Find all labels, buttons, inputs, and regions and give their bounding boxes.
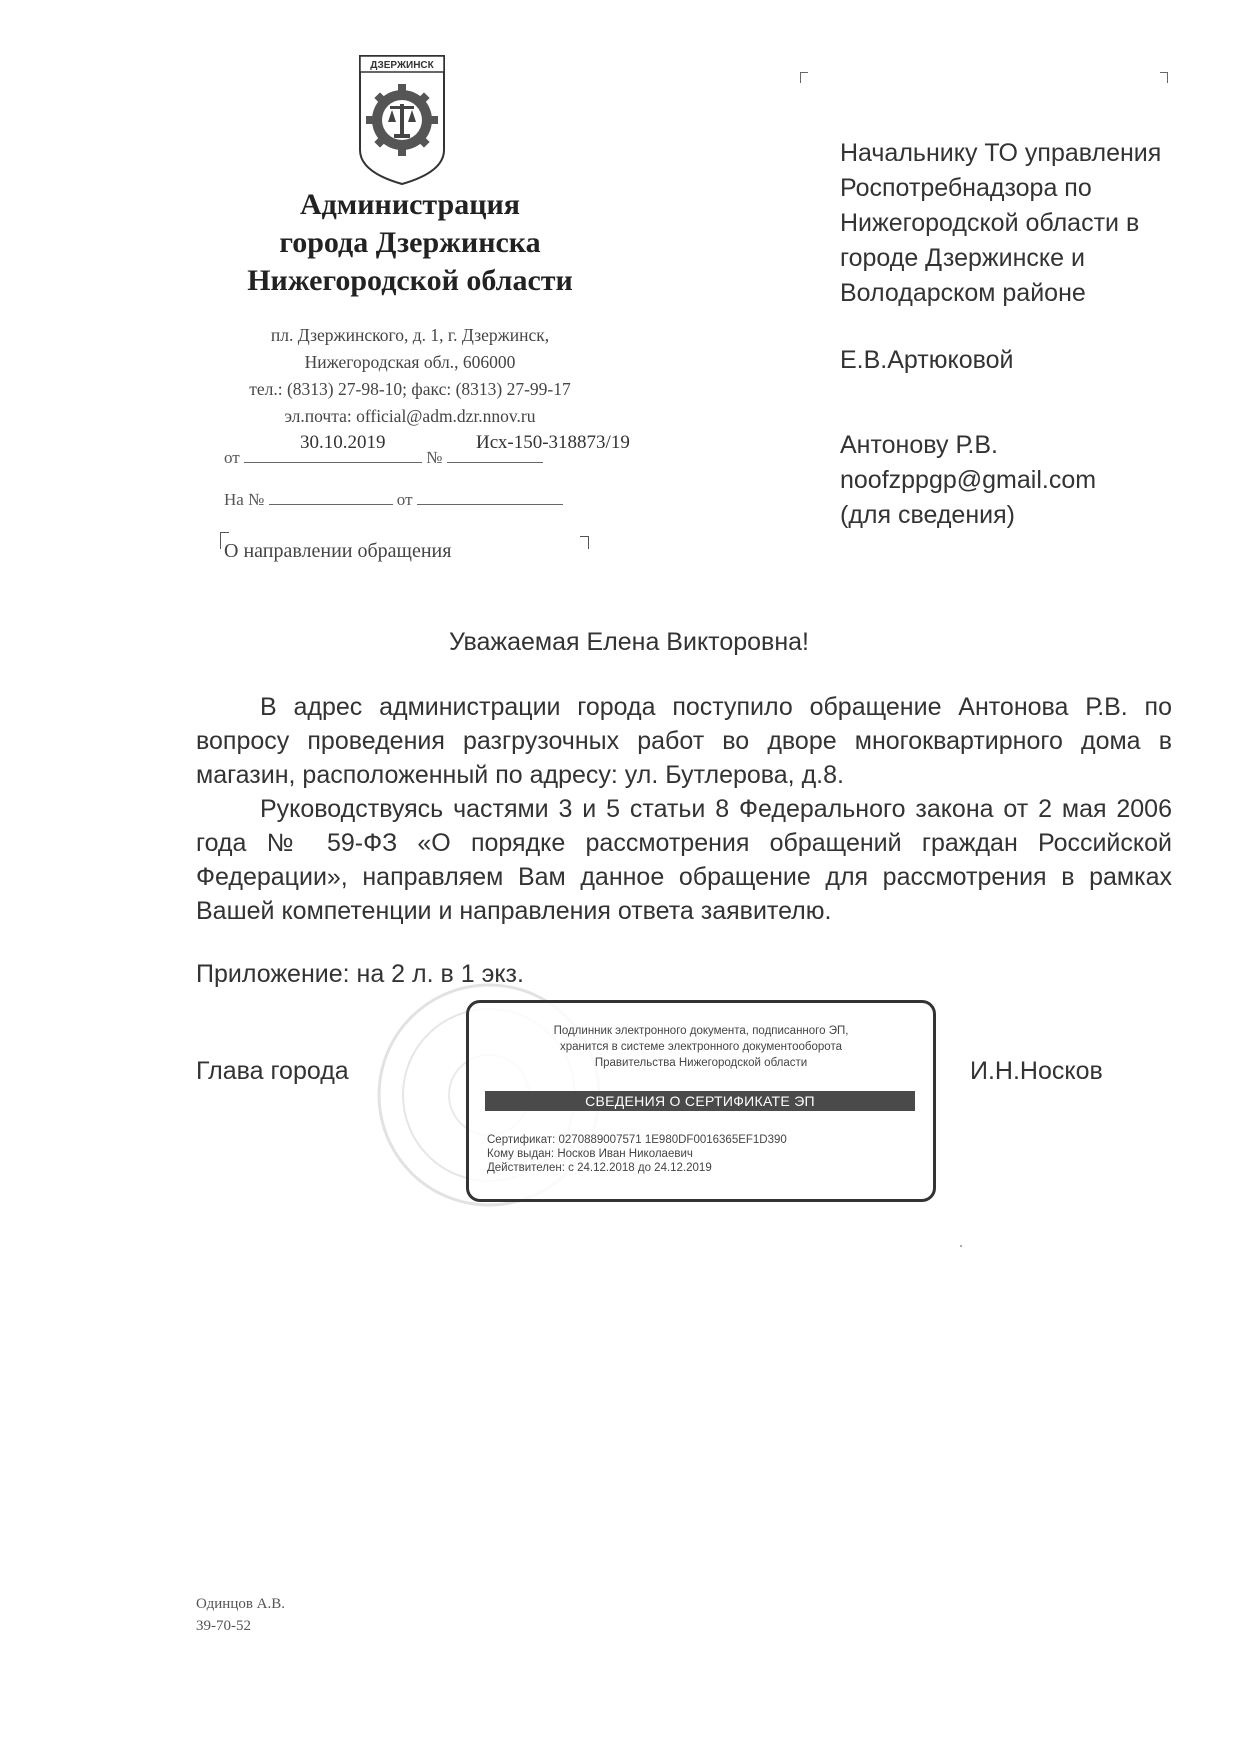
certificate-header: СВЕДЕНИЯ О СЕРТИФИКАТЕ ЭП xyxy=(485,1091,915,1111)
scan-speck xyxy=(960,1245,962,1247)
body-paragraph: В адрес администрации города поступило обращение Антонова Р.В. по вопросу проведения разгрузочных работ во дворе многоквартирного дома в магазин, расположенный по адресу: ул. Бутлерова, д.8. xyxy=(196,693,1172,789)
recipient-line: Начальнику ТО управления xyxy=(840,139,1162,167)
note-line: Подлинник электронного документа, подписанного ЭП, xyxy=(553,1025,849,1037)
executor-info xyxy=(196,1593,285,1637)
issued-to-value: Носков Иван Николаевич xyxy=(557,1148,693,1160)
outgoing-date: 30.10.2019 xyxy=(300,432,386,453)
from-label: от xyxy=(224,448,240,467)
recipient-name: Е.В.Артюковой xyxy=(840,346,1014,374)
e-signature-stamp xyxy=(466,1000,936,1202)
executor-phone: 39-70-52 xyxy=(196,1618,251,1634)
recipient-block xyxy=(840,136,1200,533)
org-line: Администрация xyxy=(299,188,521,221)
note-line: хранится в системе электронного документооборота xyxy=(560,1041,842,1053)
address-line: пл. Дзержинского, д. 1, г. Дзержинск, xyxy=(270,325,550,345)
recipient-bracket-left xyxy=(800,72,808,83)
certificate-label: Сертификат: xyxy=(487,1134,556,1146)
signature-name: И.Н.Носков xyxy=(970,1057,1103,1085)
sender-organization xyxy=(180,186,640,300)
e-signature-note xyxy=(469,1023,933,1071)
ref-from-label: от xyxy=(396,490,413,509)
number-line xyxy=(447,462,543,463)
ref-number-line xyxy=(269,504,393,505)
number-label: № xyxy=(426,448,443,467)
valid-value: с 24.12.2018 до 24.12.2019 xyxy=(568,1162,712,1174)
registration-row xyxy=(224,448,543,468)
valid-label: Действителен: xyxy=(487,1162,565,1174)
certificate-details xyxy=(487,1133,787,1175)
letter-body xyxy=(196,690,1172,928)
cc-name: Антонову Р.В. xyxy=(840,431,998,459)
certificate-row xyxy=(487,1133,787,1147)
letter-subject: О направлении обращения xyxy=(224,540,452,562)
cc-note: (для сведения) xyxy=(840,501,1015,529)
address-line: Нижегородская обл., 606000 xyxy=(304,352,516,372)
reference-row xyxy=(224,490,563,510)
recipient-line: Нижегородской области в xyxy=(840,209,1140,237)
coat-label: ДЗЕРЖИНСК xyxy=(370,60,434,71)
greeting: Уважаемая Елена Викторовна! xyxy=(449,628,809,656)
valid-row xyxy=(487,1161,787,1175)
coat-of-arms xyxy=(356,54,448,186)
issued-to-row xyxy=(487,1147,787,1161)
address-line: тел.: (8313) 27-98-10; факс: (8313) 27-99-17 xyxy=(249,379,571,399)
cc-email: noofzppgp@gmail.com xyxy=(840,466,1097,494)
recipient-line: городе Дзержинске и xyxy=(840,244,1085,272)
org-line: города Дзержинска xyxy=(279,226,541,259)
ref-date-line xyxy=(417,504,563,505)
outgoing-number: Исх-150-318873/19 xyxy=(476,432,630,453)
org-line: Нижегородской области xyxy=(247,264,573,297)
note-line: Правительства Нижегородской области xyxy=(594,1057,808,1069)
sender-address xyxy=(200,322,620,430)
date-line xyxy=(244,462,422,463)
ref-label: На № xyxy=(224,490,265,509)
executor-name: Одинцов А.В. xyxy=(196,1596,286,1612)
recipient-line: Володарском районе xyxy=(840,279,1086,307)
body-paragraph: Руководствуясь частями 3 и 5 статьи 8 Федерального закона от 2 мая 2006 года № 59-ФЗ «О порядке рассмотрения обращений граждан Российской Федерации», направляем Вам данное обращение для рассмотрения в рамках Вашей компетенции и направления ответа заявителю. xyxy=(196,795,1172,925)
signature-title: Глава города xyxy=(196,1057,349,1085)
recipient-line: Роспотребнадзора по xyxy=(840,174,1092,202)
issued-to-label: Кому выдан: xyxy=(487,1148,555,1160)
subject-bracket-right xyxy=(580,536,589,549)
recipient-bracket-right xyxy=(1160,72,1168,83)
appendix: Приложение: на 2 л. в 1 экз. xyxy=(196,960,524,988)
address-line: эл.почта: official@adm.dzr.nnov.ru xyxy=(284,406,536,426)
certificate-number: 0270889007571 1E980DF0016365EF1D390 xyxy=(558,1134,787,1146)
